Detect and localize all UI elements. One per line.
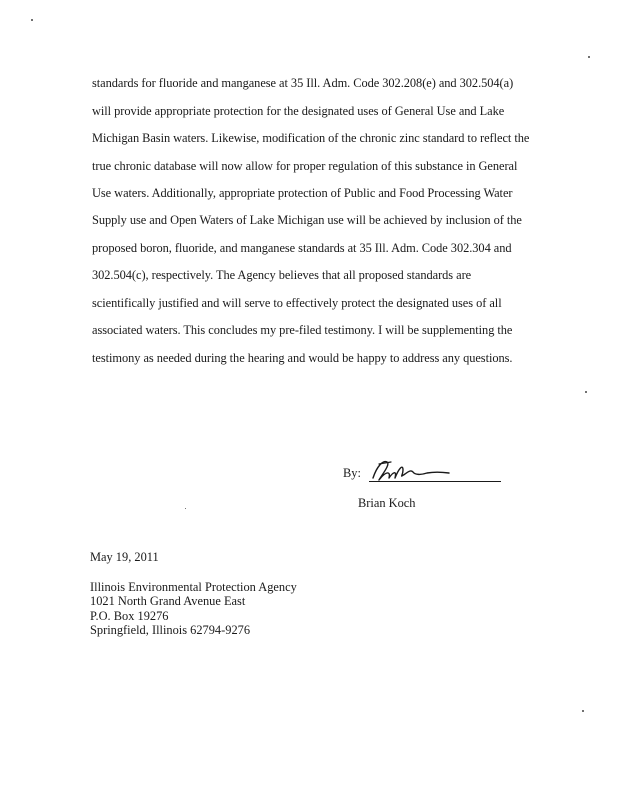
signature-line (369, 481, 501, 482)
address-line: 1021 North Grand Avenue East (90, 594, 246, 609)
document-date: May 19, 2011 (90, 550, 159, 564)
body-line: testimony as needed during the hearing and would be happy to address any questions. (92, 351, 513, 365)
body-line: associated waters. This concludes my pre-filed testimony. I will be supplementing the (92, 323, 513, 337)
address-line: Illinois Environmental Protection Agency (90, 580, 297, 594)
by-label: By: (343, 466, 361, 480)
scan-speck (31, 19, 33, 21)
body-line: Use waters. Additionally, appropriate protection of Public and Food Processing Water (92, 186, 513, 200)
body-line: true chronic database will now allow for proper regulation of this substance in General (92, 159, 518, 173)
scan-speck (185, 508, 186, 509)
body-line: Supply use and Open Waters of Lake Michigan use will be achieved by inclusion of the (92, 213, 522, 227)
body-line: scientifically justified and will serve to effectively protect the designated uses of all (92, 296, 502, 310)
body-line: standards for fluoride and manganese at 35 Ill. Adm. Code 302.208(e) and 302.504(a) (92, 76, 514, 90)
scan-speck (582, 710, 584, 712)
body-line: 302.504(c), respectively. The Agency believes that all proposed standards are (92, 268, 472, 282)
body-line: will provide appropriate protection for the designated uses of General Use and Lake (92, 104, 505, 118)
address-line: Springfield, Illinois 62794-9276 (90, 622, 251, 637)
signature-block (343, 462, 513, 522)
body-line: proposed boron, fluoride, and manganese standards at 35 Ill. Adm. Code 302.304 and (92, 241, 512, 255)
signer-name: Brian Koch (358, 496, 416, 510)
address-line: P.O. Box 19276 (90, 608, 169, 623)
body-line: Michigan Basin waters. Likewise, modification of the chronic zinc standard to reflect the (92, 131, 530, 145)
scan-speck (585, 391, 587, 393)
signature-scribble-icon (369, 456, 459, 484)
scan-speck (588, 56, 590, 58)
agency-address (90, 580, 297, 637)
